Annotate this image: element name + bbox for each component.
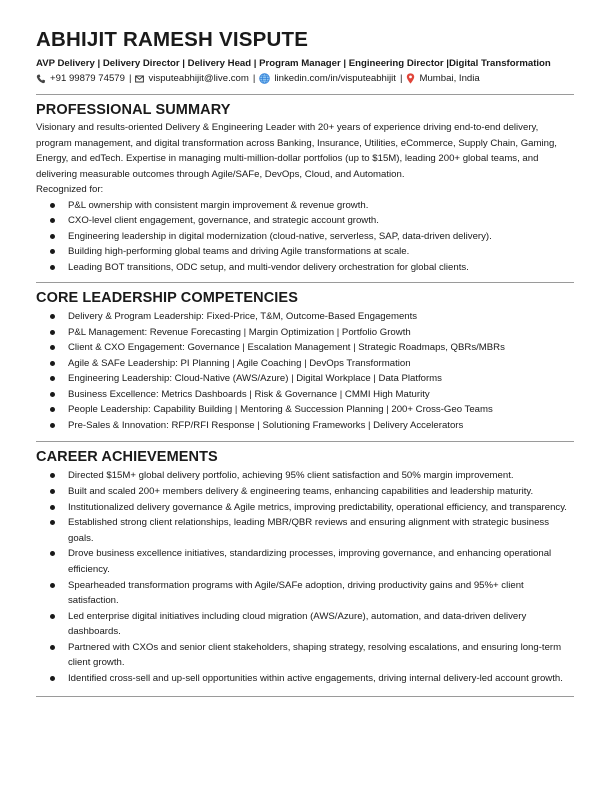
bullet-icon bbox=[50, 423, 55, 428]
list-item-text: P&L ownership with consistent margin improvement & revenue growth. bbox=[68, 199, 369, 211]
bullet-icon bbox=[50, 314, 55, 319]
list-item bbox=[36, 640, 574, 671]
summary-paragraph: Visionary and results-oriented Delivery & Engineering Leader with 20+ years of experience driving end-to-end delivery, program management, and digital transformation across Banking, Insurance, Utilities, eCommerce, Supply Chain, Gaming, Energy, and edTech. Expertise in managing multi-million-dollar portfolios (up to $15M), leading 200+ global teams, and delivering measurable outcomes through Agile/SAFe, DevOps, Cloud, and Automation. bbox=[36, 122, 557, 180]
location-pin-icon bbox=[406, 73, 415, 84]
location-item bbox=[406, 72, 479, 85]
list-item-text: Partnered with CXOs and senior client stakeholders, shaping strategy, resolving escalations, and ensuring long-term client growth. bbox=[68, 641, 562, 669]
phone-item bbox=[36, 72, 125, 85]
phone-icon bbox=[36, 74, 46, 84]
list-item-text: Client & CXO Engagement: Governance | Escalation Management | Strategic Roadmaps, QBRs/MBRs bbox=[68, 342, 505, 353]
list-item-text: People Leadership: Capability Building | Mentoring & Succession Planning | 200+ Cross-Geo Teams bbox=[68, 404, 493, 415]
bullet-icon bbox=[50, 234, 55, 239]
role-titles: AVP Delivery | Delivery Director | Delivery Head | Program Manager | Engineering Director |Digital Transformation bbox=[36, 58, 551, 69]
achievements-section bbox=[36, 448, 574, 686]
competencies-section bbox=[36, 289, 574, 433]
list-item-text: Agile & SAFe Leadership: PI Planning | Agile Coaching | DevOps Transformation bbox=[68, 357, 411, 369]
list-item-text: Directed $15M+ global delivery portfolio, achieving 95% client satisfaction and 50% margin improvement. bbox=[68, 470, 514, 481]
location-text: Mumbai, India bbox=[419, 73, 480, 84]
section-divider bbox=[36, 282, 574, 283]
list-item bbox=[36, 371, 574, 387]
section-title-competencies: CORE LEADERSHIP COMPETENCIES bbox=[36, 290, 298, 306]
list-item-text: Pre-Sales & Innovation: RFP/RFI Response | Solutioning Frameworks | Delivery Accelerators bbox=[68, 419, 464, 431]
list-item-text: Building high-performing global teams and driving Agile transformations at scale. bbox=[68, 246, 410, 257]
contact-line bbox=[36, 72, 574, 85]
list-item bbox=[36, 671, 574, 686]
bullet-icon bbox=[50, 551, 55, 556]
list-item-text: Spearheaded transformation programs with Agile/SAFe adoption, driving productivity gains and 95%+ client satisfaction. bbox=[68, 579, 524, 606]
list-item-text: Identified cross-sell and up-sell opportunities within active engagements, driving internal delivery-led account growth. bbox=[68, 672, 563, 684]
list-item-text: Business Excellence: Metrics Dashboards | Risk & Governance | CMMI High Maturity bbox=[68, 388, 430, 400]
recognized-label: Recognized for: bbox=[36, 184, 104, 195]
section-divider bbox=[36, 94, 574, 95]
list-item bbox=[36, 418, 574, 434]
list-item-text: Drove business excellence initiatives, standardizing processes, improving governance, and enhancing operational efficiency. bbox=[68, 548, 552, 575]
globe-icon bbox=[259, 73, 270, 84]
achievements-list bbox=[36, 468, 574, 686]
list-item bbox=[36, 402, 574, 418]
bullet-icon bbox=[50, 505, 55, 510]
contact-separator: | bbox=[128, 73, 132, 84]
list-item-text: Leading BOT transitions, ODC setup, and multi-vendor delivery orchestration for global clients. bbox=[68, 261, 469, 273]
list-item bbox=[36, 546, 574, 577]
list-item bbox=[36, 500, 574, 515]
bullet-icon bbox=[50, 330, 55, 335]
competencies-list bbox=[36, 309, 574, 433]
list-item bbox=[36, 356, 574, 372]
contact-separator: | bbox=[399, 73, 403, 84]
bullet-icon bbox=[50, 407, 55, 412]
linkedin-link[interactable]: linkedin.com/in/visputeabhijit bbox=[274, 73, 396, 84]
bullet-icon bbox=[50, 583, 55, 588]
list-item bbox=[36, 198, 574, 214]
list-item-text: Institutionalized delivery governance & Agile metrics, improving predictability, operational efficiency, and transparency. bbox=[68, 501, 567, 513]
list-item-text: Engineering leadership in digital modernization (cloud-native, serverless, SAP, data-driven delivery). bbox=[68, 230, 492, 242]
bullet-icon bbox=[50, 249, 55, 254]
list-item bbox=[36, 468, 574, 483]
list-item-text: Established strong client relationships, leading MBR/QBR reviews and ensuring alignment with strategic business goals. bbox=[68, 517, 549, 544]
contact-separator: | bbox=[252, 73, 256, 84]
email-icon bbox=[135, 75, 144, 83]
list-item bbox=[36, 260, 574, 276]
bullet-icon bbox=[50, 392, 55, 397]
list-item bbox=[36, 213, 574, 229]
phone-number[interactable]: +91 99879 74579 bbox=[50, 73, 125, 84]
bullet-icon bbox=[50, 265, 55, 270]
list-item bbox=[36, 578, 574, 609]
email-item bbox=[135, 72, 248, 85]
list-item bbox=[36, 515, 574, 546]
bullet-icon bbox=[50, 520, 55, 525]
bullet-icon bbox=[50, 218, 55, 223]
bullet-icon bbox=[50, 676, 55, 681]
bullet-icon bbox=[50, 345, 55, 350]
section-divider bbox=[36, 441, 574, 442]
list-item-text: Built and scaled 200+ members delivery & engineering teams, enhancing capabilities and leadership maturity. bbox=[68, 485, 534, 497]
list-item bbox=[36, 609, 574, 640]
list-item-text: Delivery & Program Leadership: Fixed-Price, T&M, Outcome-Based Engagements bbox=[68, 311, 418, 322]
list-item bbox=[36, 484, 574, 499]
list-item bbox=[36, 244, 574, 260]
list-item-text: CXO-level client engagement, governance, and strategic account growth. bbox=[68, 215, 379, 226]
list-item-text: Led enterprise digital initiatives including cloud migration (AWS/Azure), automation, and data-driven delivery dashboards. bbox=[68, 610, 527, 637]
email-link[interactable]: visputeabhijit@live.com bbox=[148, 73, 249, 84]
bullet-icon bbox=[50, 473, 55, 478]
list-item bbox=[36, 387, 574, 403]
list-item bbox=[36, 340, 574, 356]
bullet-icon bbox=[50, 376, 55, 381]
section-divider bbox=[36, 696, 574, 697]
list-item bbox=[36, 229, 574, 245]
bullet-icon bbox=[50, 645, 55, 650]
list-item-text: P&L Management: Revenue Forecasting | Margin Optimization | Portfolio Growth bbox=[68, 326, 411, 338]
list-item-text: Engineering Leadership: Cloud-Native (AWS/Azure) | Digital Workplace | Data Platforms bbox=[68, 373, 442, 384]
bullet-icon bbox=[50, 203, 55, 208]
section-title-summary: PROFESSIONAL SUMMARY bbox=[36, 102, 231, 118]
summary-section bbox=[36, 101, 574, 275]
recognized-list bbox=[36, 198, 574, 276]
candidate-name: ABHIJIT RAMESH VISPUTE bbox=[36, 28, 309, 51]
section-title-achievements: CAREER ACHIEVEMENTS bbox=[36, 449, 218, 465]
bullet-icon bbox=[50, 361, 55, 366]
linkedin-item bbox=[259, 72, 396, 85]
list-item bbox=[36, 325, 574, 341]
bullet-icon bbox=[50, 614, 55, 619]
list-item bbox=[36, 309, 574, 325]
bullet-icon bbox=[50, 489, 55, 494]
